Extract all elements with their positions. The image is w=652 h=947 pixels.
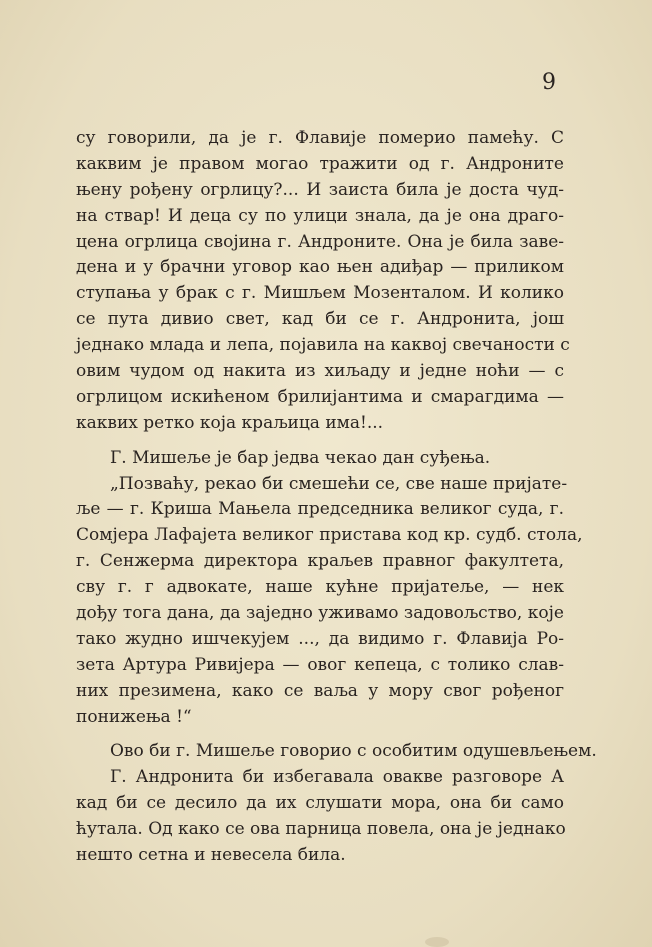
- text-line: једнако млада и лепа, појавила на каквој свечаности с: [76, 335, 570, 356]
- text-line: Сомјера Лафајета великог пристава код кр. судб. стола,: [76, 525, 583, 546]
- text-line: „Позваћу, рекао би смешећи се, све наше пријате-: [110, 473, 568, 494]
- text-line: Ово би г. Мишеље говорио с особитим одушевљењем.: [110, 741, 597, 762]
- text-line: ље — г. Криша Мањела председника великог суда, г.: [76, 499, 564, 520]
- text-line: ступања у брак с г. Мишљем Мозенталом. И колико: [76, 283, 564, 304]
- text-line: се пута дивио свет, кад би се г. Андронита, још: [76, 309, 564, 330]
- text-line: ћутала. Од како се ова парница повела, она је једнако: [76, 819, 566, 840]
- text-line: сву г. г адвокате, наше кућне пријатеље, — нек: [76, 577, 564, 598]
- body-text: [76, 126, 597, 869]
- text-line: Г. Мишеље је бар једва чекао дан суђења.: [110, 447, 491, 468]
- text-line: нешто сетна и невесела била.: [76, 845, 346, 866]
- text-line: Г. Андронита би избегавала овакве разговоре А: [110, 767, 564, 788]
- paragraph: [76, 126, 570, 437]
- text-line: г. Сенжерма директора краљев правног факултета,: [76, 551, 564, 572]
- paragraph: [76, 739, 597, 765]
- text-line: су говорили, да је г. Флавије померио памећу. С: [76, 128, 564, 148]
- paper-smudge: [425, 937, 449, 947]
- text-line: зета Артура Ривијера — овог кепеца, с толико слав-: [76, 654, 564, 675]
- paragraph: [76, 472, 583, 731]
- text-line: дођу тога дана, да заједно уживамо задовољство, које: [76, 603, 564, 624]
- page-number: 9: [542, 70, 556, 95]
- text-line: кад би се десило да их слушати мора, она би само: [76, 793, 564, 814]
- text-line: понижења !“: [76, 706, 192, 727]
- paragraph: [76, 446, 564, 472]
- text-line: овим чудом од накита из хиљаду и једне ноћи — с: [76, 361, 564, 382]
- text-line: цена огрлица својина г. Андроните. Она је била заве-: [76, 231, 564, 252]
- text-line: њену рођену огрлицу?... И заиста била је доста чуд-: [76, 179, 564, 200]
- text-line: огрлицом искићеном брилијантима и смарагдима —: [76, 386, 564, 407]
- text-line: на ствар! И деца су по улици знала, да је она драго-: [76, 205, 564, 226]
- text-line: них презимена, како се ваља у мору свог рођеног: [76, 680, 564, 701]
- paragraph: [76, 765, 564, 869]
- text-line: тако жудно ишчекујем ..., да видимо г. Флавија Ро-: [76, 628, 564, 649]
- text-line: каквих ретко која краљица има!...: [76, 412, 384, 433]
- text-line: дена и у брачни уговор као њен адиђар — приликом: [76, 257, 564, 278]
- text-line: каквим је правом могао тражити од г. Андроните: [76, 153, 564, 174]
